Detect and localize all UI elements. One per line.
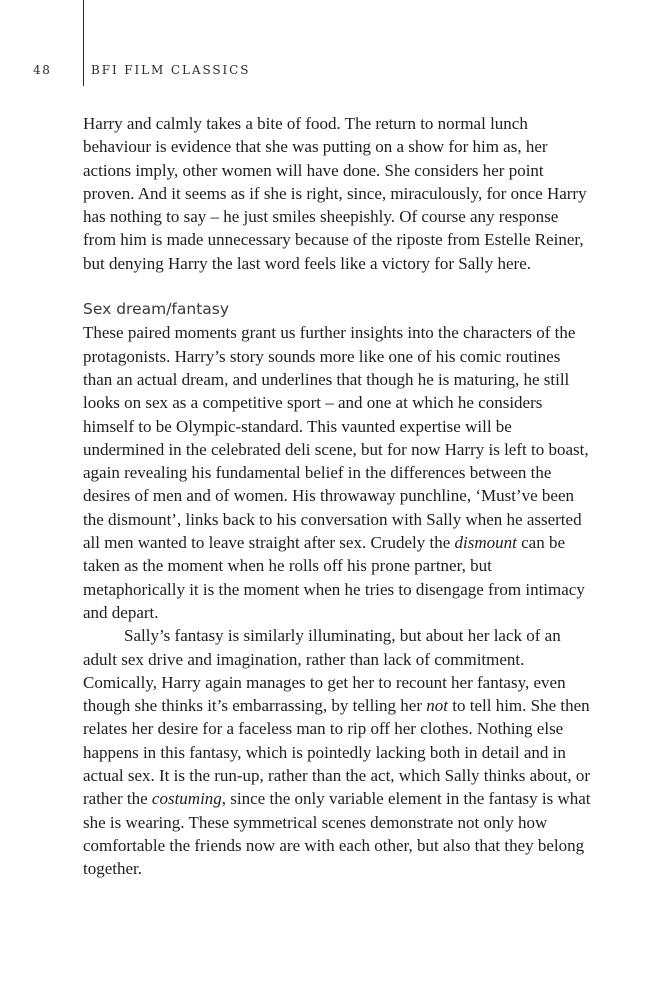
paragraph-1-text: Harry and calmly takes a bite of food. The return to normal lunch behaviour is evidence that she was putting on a show for him as, her actions imply, other women will have done. She considers her point proven. And it seems as if she is right, since, miraculously, for once Harry has nothing to say – he just smiles sheepishly. Of course any response from him is made unnecessary because of the riposte from Estelle Reiner, but denying Harry the last word feels like a victory for Sally here. (83, 114, 587, 273)
paragraph-2-text-a: These paired moments grant us further insights into the characters of the protagonists. Harry’s story sounds more like one of his comic routines than an actual dream, and underlines that though he is maturing, he still looks on sex as a competitive sport – and one at which he considers himself to be Olympic-standard. This vaunted expertise will be undermined in the celebrated deli scene, but for now Harry is left to boast, again revealing his fundamental belief in the differences between the desires of men and of women. His throwaway punchline, ‘Must’ve been the dismount’, links back to his conversation with Sally when he asserted all men wanted to leave straight after sex. Crudely the (83, 323, 589, 553)
section-heading: Sex dream/fantasy (83, 300, 230, 319)
paragraph-2-italic: dismount (454, 533, 517, 553)
page-number: 48 (33, 63, 52, 77)
paragraph-3-italic-a: not (426, 696, 448, 716)
paragraph-2 (83, 321, 591, 624)
paragraph-3-italic-b: costuming (151, 789, 222, 809)
body-text (83, 112, 591, 881)
header-rule (83, 0, 84, 86)
running-head: BFI FILM CLASSICS (91, 63, 251, 77)
section-gap (83, 275, 591, 298)
paragraph-1 (83, 112, 591, 275)
paragraph-3-text-a: Sally’s fantasy is similarly illuminating, but about her lack of an adult sex drive and imagination, rather than lack of commitment. Comically, Harry again manages to get her to recount her fantasy, even though she thinks it’s embarrassing, by telling her (83, 626, 566, 716)
paragraph-3 (83, 624, 591, 880)
paragraph-2-text-b: can be taken as the moment when he rolls off his prone partner, but metaphorically it is the moment when he tries to disengage from intimacy and depart. (83, 533, 585, 622)
paragraph-3-text-b: to tell him. She then relates her desire for a faceless man to rip off her clothes. Nothing else happens in this fantasy, which is pointedly lacking both in detail and in actual sex. It is the run-up, rather than the act, which Sally thinks about, or rather the (83, 696, 591, 809)
paragraph-3-text-c: , since the only variable element in the fantasy is what she is wearing. These symmetrical scenes demonstrate not only how comfortable the friends now are with each other, but also that they belong together. (83, 789, 591, 879)
